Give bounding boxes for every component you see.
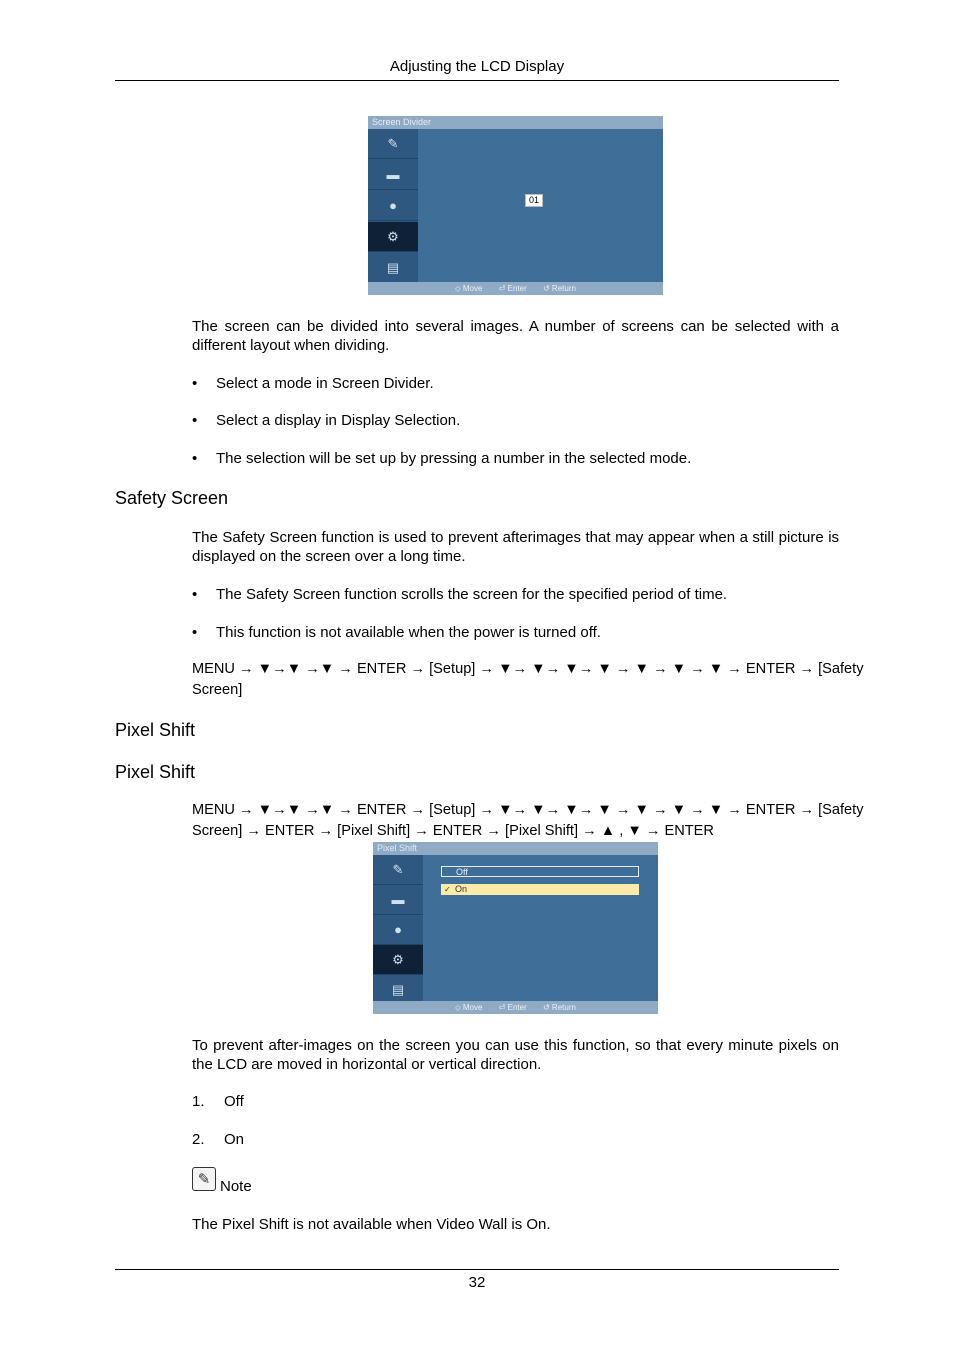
pixel-shift-osd: [373, 842, 658, 1014]
enter-hint: ⏎ Enter: [498, 1003, 527, 1012]
safety-paragraph: The Safety Screen function is used to prevent afterimages that may appear when a still picture is displayed on the screen over a long time.: [192, 529, 840, 565]
option-on[interactable]: ✓ On: [441, 884, 639, 895]
safety-screen-heading: Safety Screen: [115, 488, 229, 508]
header-rule: [115, 80, 839, 81]
pixel-shift-paragraph: To prevent after-images on the screen you can use this function, so that every minute pixels on the LCD are moved in horizontal or vertical direction.: [192, 1037, 839, 1073]
osd-sidebar: [368, 129, 418, 282]
pixel-shift-subheading: Pixel Shift: [115, 762, 196, 782]
check-icon: ✓: [444, 885, 451, 894]
note-text: The Pixel Shift is not available when Video Wall is On.: [192, 1216, 551, 1233]
osd-footer: [368, 282, 663, 295]
safety-menu-path: MENU → ▼→▼ →▼ → ENTER → [Setup] → ▼→ ▼→ ▼→ ▼ → ▼ → ▼ → ▼ → ENTER → [Safety Screen]: [192, 661, 864, 698]
input-icon: ●: [368, 191, 418, 221]
osd-title: Screen Divider: [368, 116, 663, 129]
enter-hint: ⏎ Enter: [498, 284, 527, 293]
page-header: Adjusting the LCD Display: [389, 58, 565, 75]
note-label: Note: [220, 1178, 252, 1195]
input-icon: ●: [373, 915, 423, 945]
pixel-shift-heading: Pixel Shift: [115, 720, 196, 740]
osd-title: Pixel Shift: [373, 842, 658, 855]
sound-icon: ▬: [373, 885, 423, 915]
return-hint: ↺ Return: [542, 284, 576, 293]
setup-gear-icon: ⚙: [368, 222, 418, 252]
osd-footer: [373, 1001, 658, 1014]
screen-number: 01: [525, 194, 543, 207]
sound-icon: ▬: [368, 160, 418, 190]
setup-gear-icon: ⚙: [373, 945, 423, 975]
multi-control-icon: ▤: [368, 253, 418, 283]
pixel-shift-menu-path: MENU → ▼→▼ →▼ → ENTER → [Setup] → ▼→ ▼→ ▼→ ▼ → ▼ → ▼ → ▼ → ENTER → [Safety Screen] → ENTER → [Pixel Shift] → ENTER → [Pixel Shift] → ▲ , ▼ → ENTER: [192, 802, 864, 839]
page-number: 32: [468, 1274, 486, 1291]
move-hint: ⬦ Move: [455, 1003, 483, 1012]
picture-icon: ✎: [373, 855, 423, 885]
osd-sidebar: [373, 855, 423, 1001]
multi-control-icon: ▤: [373, 975, 423, 1005]
return-hint: ↺ Return: [542, 1003, 576, 1012]
option-off[interactable]: Off: [441, 866, 639, 877]
note-icon: ✎: [192, 1167, 216, 1191]
move-hint: ⬦ Move: [455, 284, 483, 293]
picture-icon: ✎: [368, 129, 418, 159]
screen-divider-osd: [368, 116, 663, 295]
footer-rule: [115, 1269, 839, 1270]
intro-paragraph: The screen can be divided into several images. A number of screens can be selected with a different layout when dividing.: [192, 318, 839, 354]
